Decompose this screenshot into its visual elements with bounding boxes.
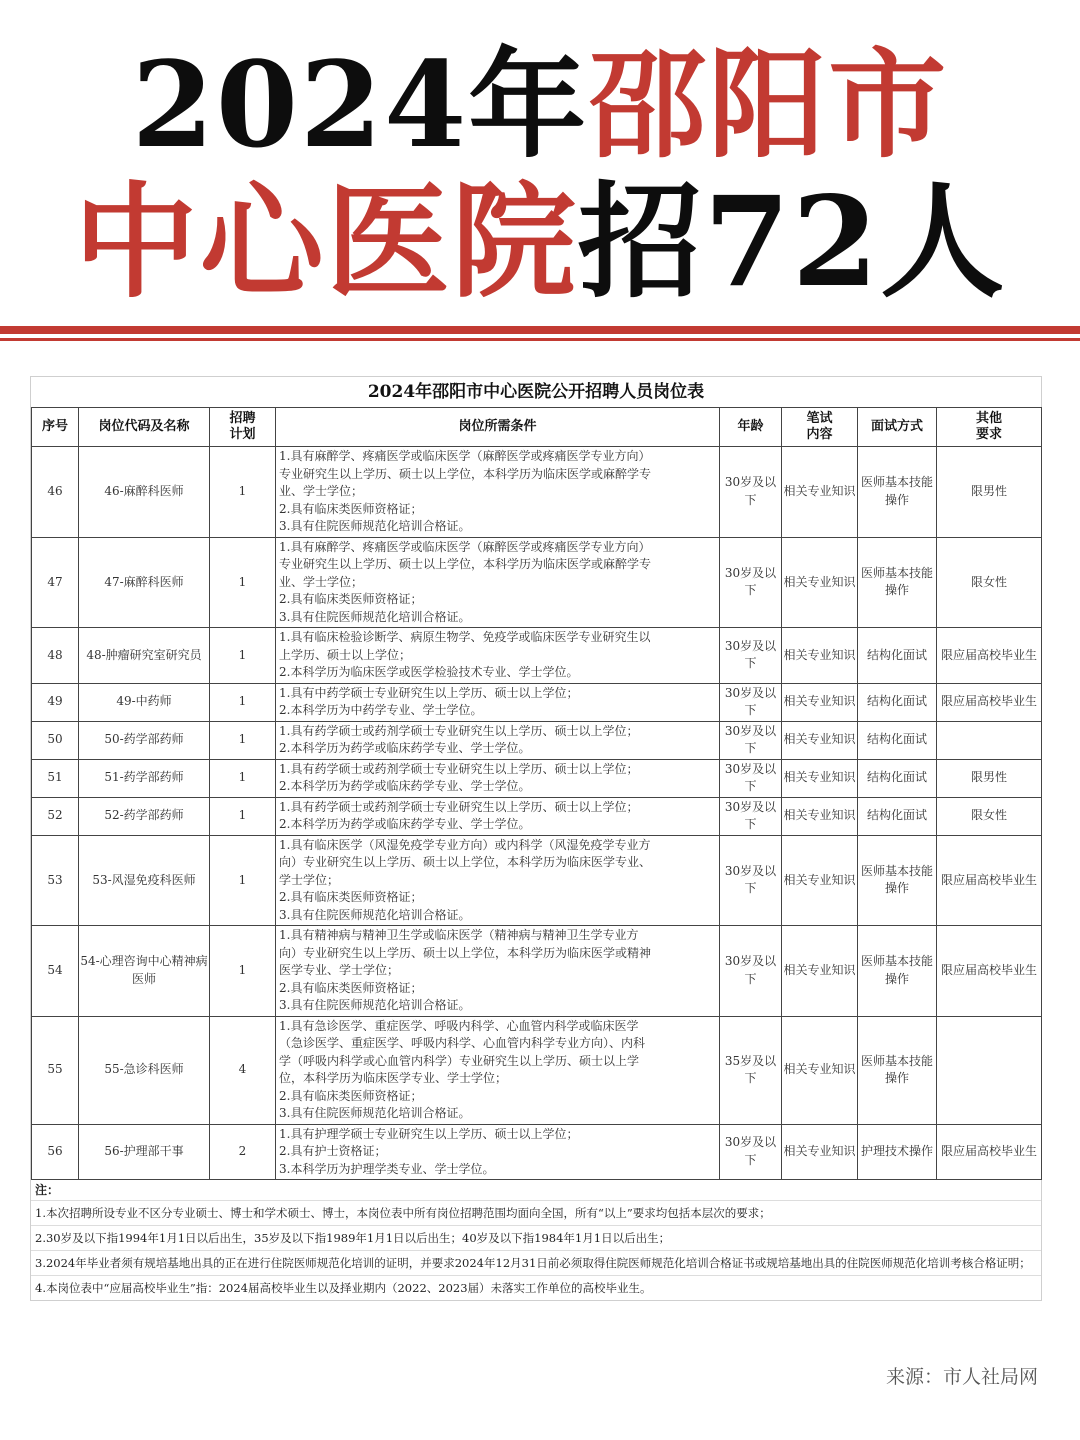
header-exam-2: 内容 — [806, 427, 833, 442]
requirement-line: 2.具有护士资格证； — [279, 1144, 387, 1158]
requirement-line: 专业研究生以上学历、硕士以上学位，本科学历为临床医学或麻醉学专 — [279, 466, 652, 481]
requirement-line: 学士学位； — [279, 872, 340, 887]
cell-post: 54-心理咨询中心精神病医师 — [79, 926, 210, 1017]
cell-exam: 相关专业知识 — [782, 537, 858, 628]
cell-age: 30岁及以下 — [720, 1124, 782, 1180]
cell-exam: 相关专业知识 — [782, 835, 858, 926]
cell-requirements — [276, 797, 720, 835]
cell-requirements — [276, 835, 720, 926]
table-row — [32, 628, 1042, 684]
cell-age: 30岁及以下 — [720, 537, 782, 628]
cell-age: 30岁及以下 — [720, 926, 782, 1017]
requirement-line: 3.本科学历为护理学类专业、学士学位。 — [279, 1161, 495, 1176]
cell-post: 47-麻醉科医师 — [79, 537, 210, 628]
cell-plan: 1 — [210, 797, 276, 835]
cell-post: 51-药学部药师 — [79, 759, 210, 797]
cell-requirements — [276, 683, 720, 721]
cell-other: 限男性 — [937, 759, 1042, 797]
cell-seq: 54 — [32, 926, 79, 1017]
cell-plan: 1 — [210, 721, 276, 759]
cell-requirements — [276, 628, 720, 684]
recruitment-sheet — [30, 376, 1042, 1301]
requirement-line: 1.具有临床医学（风湿免疫学专业方向）或内科学（风湿免疫学专业方 — [279, 837, 651, 852]
requirement-line: 1.具有中药学硕士专业研究生以上学历、硕士以上学位； — [279, 685, 579, 700]
headline-line-1 — [0, 30, 1080, 180]
table-row — [32, 1124, 1042, 1180]
cell-plan: 1 — [210, 926, 276, 1017]
cell-exam: 相关专业知识 — [782, 759, 858, 797]
cell-exam: 相关专业知识 — [782, 1016, 858, 1124]
table-row — [32, 835, 1042, 926]
cell-exam: 相关专业知识 — [782, 628, 858, 684]
requirement-line: 3.具有住院医师规范化培训合格证。 — [279, 519, 471, 533]
requirement-line: 2.本科学历为药学或临床药学专业、学士学位。 — [279, 817, 531, 831]
note-item: 1.本次招聘所设专业不区分专业硕士、博士和学术硕士、博士，本岗位表中所有岗位招聘范围均面向全国，所有“以上”要求均包括本层次的要求； — [31, 1200, 1041, 1225]
requirement-line: 2.本科学历为临床医学或医学检验技术专业、学士学位。 — [279, 665, 579, 679]
requirement-line: 2.具有临床类医师资格证； — [279, 1088, 423, 1103]
cell-other — [937, 1016, 1042, 1124]
headline-year: 2024年 — [131, 35, 589, 174]
cell-requirements — [276, 721, 720, 759]
cell-requirements — [276, 447, 720, 538]
cell-seq: 48 — [32, 628, 79, 684]
note-item: 4.本岗位表中“应届高校毕业生”指：2024届高校毕业生以及择业期内（2022、2023届）未落实工作单位的高校毕业生。 — [31, 1275, 1041, 1300]
cell-interview: 医师基本技能操作 — [858, 926, 937, 1017]
requirement-line: 1.具有急诊医学、重症医学、呼吸内科学、心血管内科学或临床医学 — [279, 1018, 639, 1033]
cell-exam: 相关专业知识 — [782, 797, 858, 835]
cell-seq: 49 — [32, 683, 79, 721]
cell-other: 限应届高校毕业生 — [937, 1124, 1042, 1180]
cell-plan: 4 — [210, 1016, 276, 1124]
requirement-line: 上学历、硕士以上学位； — [279, 647, 412, 662]
requirement-line: 业、学士学位； — [279, 574, 364, 589]
cell-plan: 1 — [210, 537, 276, 628]
cell-other: 限女性 — [937, 797, 1042, 835]
cell-exam: 相关专业知识 — [782, 926, 858, 1017]
positions-table — [31, 407, 1042, 1180]
notes — [31, 1180, 1041, 1300]
table-row — [32, 759, 1042, 797]
requirement-line: 3.具有住院医师规范化培训合格证。 — [279, 907, 471, 922]
requirement-line: 1.具有药学硕士或药剂学硕士专业研究生以上学历、硕士以上学位； — [279, 799, 639, 814]
header-exam-1: 笔试 — [806, 411, 833, 426]
notes-list — [31, 1200, 1041, 1300]
divider-thick — [0, 326, 1080, 334]
sheet-title: 2024年邵阳市中心医院公开招聘人员岗位表 — [367, 382, 705, 402]
cell-plan: 1 — [210, 683, 276, 721]
table-row — [32, 926, 1042, 1017]
cell-interview: 结构化面试 — [858, 628, 937, 684]
cell-post: 55-急诊科医师 — [79, 1016, 210, 1124]
cell-requirements — [276, 1124, 720, 1180]
table-header-row — [32, 408, 1042, 447]
requirement-line: 向）专业研究生以上学历、硕士以上学位，本科学历为临床医学专业、 — [279, 855, 652, 869]
cell-requirements — [276, 1016, 720, 1124]
note-item: 3.2024年毕业者须有规培基地出具的正在进行住院医师规范化培训的证明，并要求2024年12月31日前必须取得住院医师规范化培训合格证书或规培基地出具的住院医师规范化培训考核合格证明； — [31, 1250, 1041, 1275]
cell-other: 限男性 — [937, 447, 1042, 538]
requirement-line: （急诊医学、重症医学、呼吸内科学、心血管内科学专业方向）、内科 — [279, 1036, 646, 1050]
cell-post: 46-麻醉科医师 — [79, 447, 210, 538]
cell-other: 限应届高校毕业生 — [937, 628, 1042, 684]
requirement-line: 2.本科学历为中药学专业、学士学位。 — [279, 703, 483, 717]
cell-exam: 相关专业知识 — [782, 1124, 858, 1180]
cell-interview: 医师基本技能操作 — [858, 447, 937, 538]
cell-seq: 50 — [32, 721, 79, 759]
cell-other: 限应届高校毕业生 — [937, 926, 1042, 1017]
header-other-1: 其他 — [975, 411, 1002, 426]
requirement-line: 学（呼吸内科学或心血管内科学）专业研究生以上学历、硕士以上学 — [279, 1053, 640, 1068]
cell-age: 30岁及以下 — [720, 759, 782, 797]
table-row — [32, 1016, 1042, 1124]
cell-plan: 1 — [210, 628, 276, 684]
cell-age: 30岁及以下 — [720, 628, 782, 684]
header-age: 年龄 — [720, 408, 782, 447]
requirement-line: 2.本科学历为药学或临床药学专业、学士学位。 — [279, 741, 531, 755]
requirement-line: 1.具有麻醉学、疼痛医学或临床医学（麻醉医学或疼痛医学专业方向） — [279, 449, 651, 463]
cell-interview: 结构化面试 — [858, 721, 937, 759]
headline-city: 邵阳市 — [588, 35, 949, 174]
cell-age: 35岁及以下 — [720, 1016, 782, 1124]
requirement-line: 3.具有住院医师规范化培训合格证。 — [279, 609, 471, 624]
cell-age: 30岁及以下 — [720, 683, 782, 721]
cell-age: 30岁及以下 — [720, 835, 782, 926]
cell-other: 限女性 — [937, 537, 1042, 628]
requirement-line: 1.具有麻醉学、疼痛医学或临床医学（麻醉医学或疼痛医学专业方向） — [279, 539, 651, 554]
header-interview: 面试方式 — [858, 408, 937, 447]
requirement-line: 1.具有临床检验诊断学、病原生物学、免疫学或临床医学专业研究生以 — [279, 630, 651, 644]
cell-exam: 相关专业知识 — [782, 683, 858, 721]
cell-interview: 医师基本技能操作 — [858, 537, 937, 628]
cell-seq: 47 — [32, 537, 79, 628]
cell-seq: 55 — [32, 1016, 79, 1124]
cell-interview: 结构化面试 — [858, 683, 937, 721]
cell-plan: 1 — [210, 759, 276, 797]
header-other — [937, 408, 1042, 447]
cell-seq: 46 — [32, 447, 79, 538]
cell-age: 30岁及以下 — [720, 447, 782, 538]
cell-seq: 52 — [32, 797, 79, 835]
cell-exam: 相关专业知识 — [782, 721, 858, 759]
cell-post: 52-药学部药师 — [79, 797, 210, 835]
table-row — [32, 721, 1042, 759]
cell-interview: 医师基本技能操作 — [858, 1016, 937, 1124]
table-body — [32, 447, 1042, 1180]
cell-requirements — [276, 926, 720, 1017]
requirement-line: 2.具有临床类医师资格证； — [279, 980, 423, 995]
cell-exam: 相关专业知识 — [782, 447, 858, 538]
cell-plan: 1 — [210, 447, 276, 538]
requirement-line: 1.具有精神病与精神卫生学或临床医学（精神病与精神卫生学专业方 — [279, 928, 639, 942]
header-requirements: 岗位所需条件 — [276, 408, 720, 447]
source-credit: 来源：市人社局网 — [885, 1366, 1038, 1388]
header-seq: 序号 — [32, 408, 79, 447]
requirement-line: 1.具有护理学硕士专业研究生以上学历、硕士以上学位； — [279, 1126, 579, 1141]
cell-other: 限应届高校毕业生 — [937, 835, 1042, 926]
headline-hospital: 中心医院 — [73, 170, 578, 315]
cell-post: 56-护理部干事 — [79, 1124, 210, 1180]
cell-post: 53-风湿免疫科医师 — [79, 835, 210, 926]
note-item: 2.30岁及以下指1994年1月1日以后出生，35岁及以下指1989年1月1日以后出生；40岁及以下指1984年1月1日以后出生； — [31, 1225, 1041, 1250]
headline-recruit-count: 招72人 — [577, 170, 1007, 315]
cell-post: 48-肿瘤研究室研究员 — [79, 628, 210, 684]
header-plan-1: 招聘 — [229, 411, 256, 426]
cell-seq: 56 — [32, 1124, 79, 1180]
cell-requirements — [276, 537, 720, 628]
requirement-line: 专业研究生以上学历、硕士以上学位，本科学历为临床医学或麻醉学专 — [279, 557, 652, 571]
header-exam — [782, 408, 858, 447]
requirement-line: 2.本科学历为药学或临床药学专业、学士学位。 — [279, 779, 531, 793]
requirement-line: 2.具有临床类医师资格证； — [279, 890, 423, 904]
divider-thin — [0, 338, 1080, 341]
cell-post: 49-中药师 — [79, 683, 210, 721]
requirement-line: 医学专业、学士学位； — [279, 963, 400, 977]
requirement-line: 2.具有临床类医师资格证； — [279, 592, 423, 606]
table-row — [32, 447, 1042, 538]
cell-age: 30岁及以下 — [720, 797, 782, 835]
requirement-line: 业、学士学位； — [279, 484, 364, 498]
cell-interview: 护理技术操作 — [858, 1124, 937, 1180]
cell-interview: 结构化面试 — [858, 759, 937, 797]
header-post: 岗位代码及名称 — [79, 408, 210, 447]
requirement-line: 3.具有住院医师规范化培训合格证。 — [279, 1106, 471, 1120]
requirement-line: 2.具有临床类医师资格证； — [279, 501, 423, 516]
requirement-line: 1.具有药学硕士或药剂学硕士专业研究生以上学历、硕士以上学位； — [279, 723, 639, 738]
cell-post: 50-药学部药师 — [79, 721, 210, 759]
cell-seq: 51 — [32, 759, 79, 797]
header-plan-2: 计划 — [229, 427, 256, 442]
requirement-line: 向）专业研究生以上学历、硕士以上学位，本科学历为临床医学或精神 — [279, 945, 652, 960]
cell-interview: 医师基本技能操作 — [858, 835, 937, 926]
requirement-line: 1.具有药学硕士或药剂学硕士专业研究生以上学历、硕士以上学位； — [279, 761, 639, 776]
requirement-line: 位，本科学历为临床医学专业、学士学位； — [279, 1071, 508, 1085]
headline-line-2 — [0, 168, 1080, 318]
table-row — [32, 683, 1042, 721]
notes-heading: 注： — [35, 1183, 60, 1197]
cell-plan: 1 — [210, 835, 276, 926]
cell-requirements — [276, 759, 720, 797]
cell-interview: 结构化面试 — [858, 797, 937, 835]
header-other-2: 要求 — [975, 427, 1002, 442]
requirement-line: 3.具有住院医师规范化培训合格证。 — [279, 998, 471, 1012]
cell-other — [937, 721, 1042, 759]
table-row — [32, 797, 1042, 835]
cell-seq: 53 — [32, 835, 79, 926]
cell-other: 限应届高校毕业生 — [937, 683, 1042, 721]
cell-age: 30岁及以下 — [720, 721, 782, 759]
cell-plan: 2 — [210, 1124, 276, 1180]
table-row — [32, 537, 1042, 628]
header-plan — [210, 408, 276, 447]
